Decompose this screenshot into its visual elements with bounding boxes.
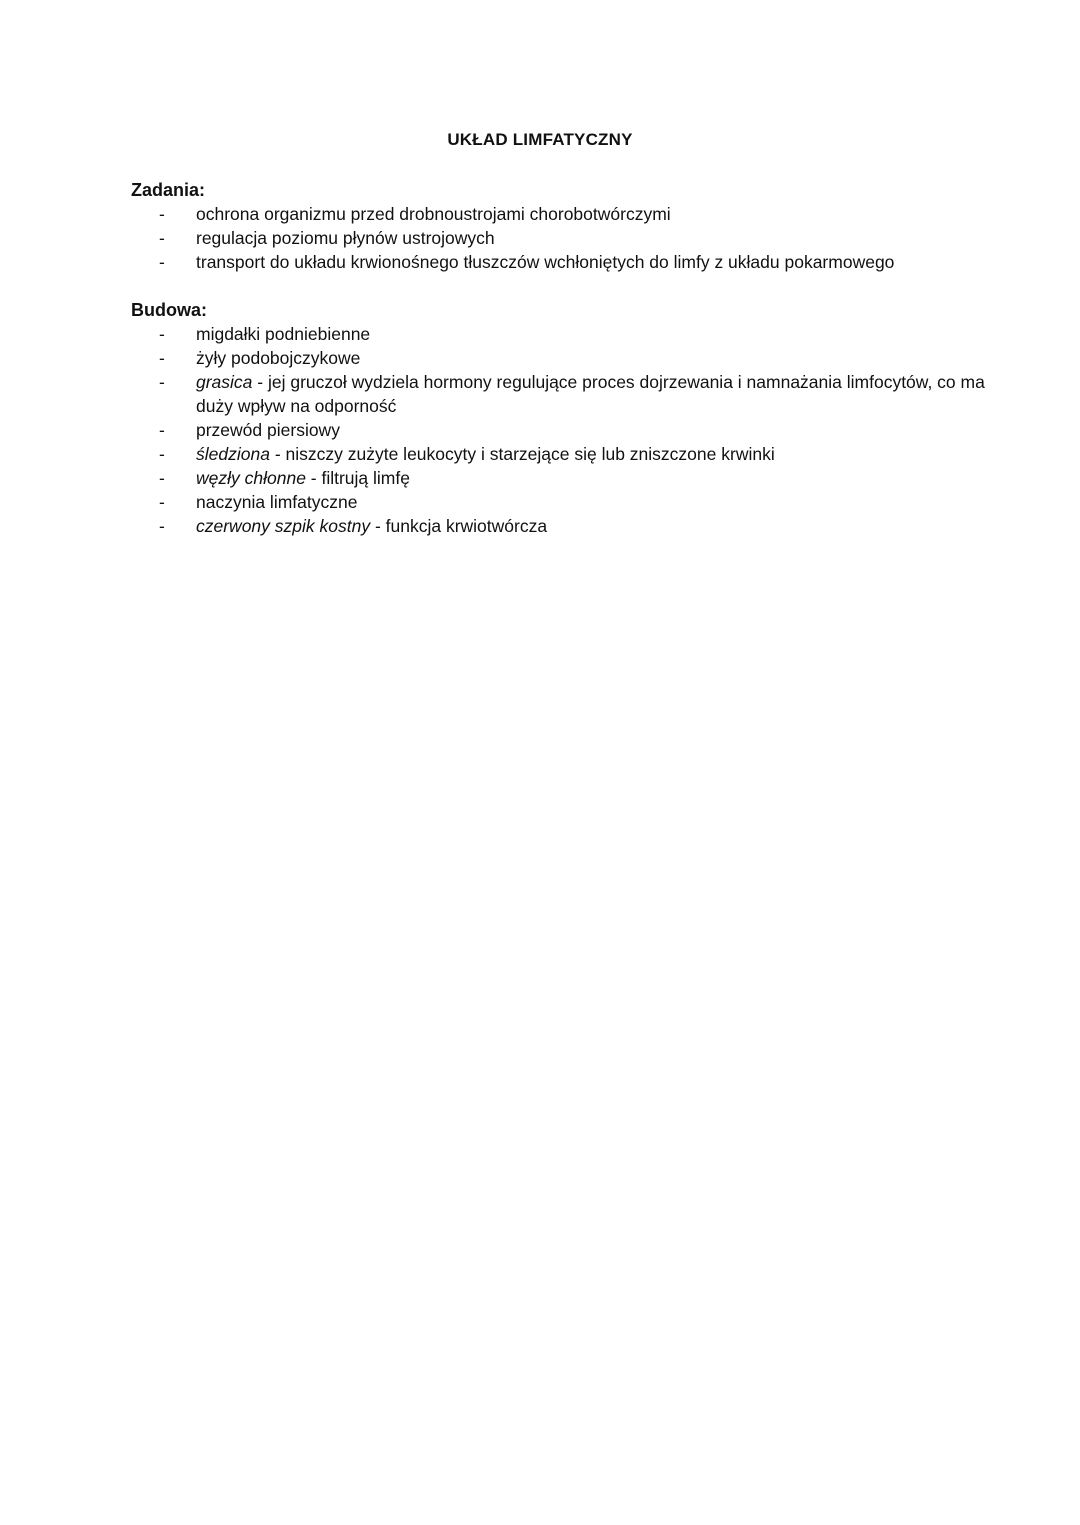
- bullet-dash: -: [159, 492, 165, 512]
- list-item-text: transport do układu krwionośnego tłuszczów wchłoniętych do limfy z układu pokarmowego: [196, 252, 895, 272]
- bullet-dash: -: [159, 444, 165, 464]
- section-heading-budowa: Budowa:: [131, 300, 207, 320]
- list-item: [131, 226, 1011, 250]
- list-item: [131, 514, 1011, 538]
- list-item: [131, 442, 1011, 466]
- list-item-text: migdałki podniebienne: [196, 324, 371, 344]
- list-item-text: żyły podobojczykowe: [196, 348, 361, 368]
- list-item-text: naczynia limfatyczne: [196, 492, 358, 512]
- bullet-dash: -: [159, 324, 165, 344]
- section-heading-zadania: Zadania:: [131, 180, 206, 200]
- section-zadania: [131, 178, 1011, 274]
- list-item-term: czerwony szpik kostny: [196, 516, 371, 536]
- list-item-text: przewód piersiowy: [196, 420, 340, 440]
- list-item-term: węzły chłonne: [196, 468, 306, 488]
- list-item-term: grasica: [196, 372, 253, 392]
- bullet-dash: -: [159, 348, 165, 368]
- list-item-term: śledziona: [196, 444, 270, 464]
- list-item-text: - niszczy zużyte leukocyty i starzejące się lub zniszczone krwinki: [269, 444, 775, 464]
- zadania-list: [131, 202, 1011, 274]
- list-item: [131, 418, 1011, 442]
- bullet-dash: -: [159, 516, 165, 536]
- list-item: [131, 490, 1011, 514]
- list-item: [131, 466, 1011, 490]
- list-item-text: - filtrują limfę: [305, 468, 410, 488]
- budowa-list: [131, 322, 1011, 538]
- list-item: [131, 322, 1011, 346]
- list-item: [131, 346, 1011, 370]
- list-item-text: regulacja poziomu płynów ustrojowych: [196, 228, 495, 248]
- list-item-text: ochrona organizmu przed drobnoustrojami chorobotwórczymi: [196, 204, 671, 224]
- bullet-dash: -: [159, 420, 165, 440]
- bullet-dash: -: [159, 468, 165, 488]
- list-item: [131, 250, 1011, 274]
- bullet-dash: -: [159, 204, 165, 224]
- page-title: UKŁAD LIMFATYCZNY: [447, 130, 633, 149]
- bullet-dash: -: [159, 252, 165, 272]
- list-item-text: - jej gruczoł wydziela hormony regulujące proces dojrzewania i namnażania limfocytów, co ma duży wpływ na odporność: [196, 372, 985, 416]
- bullet-dash: -: [159, 228, 165, 248]
- list-item: [131, 370, 1011, 418]
- list-item-text: - funkcja krwiotwórcza: [370, 516, 548, 536]
- section-budowa: [131, 298, 1011, 538]
- list-item: [131, 202, 1011, 226]
- bullet-dash: -: [159, 372, 165, 392]
